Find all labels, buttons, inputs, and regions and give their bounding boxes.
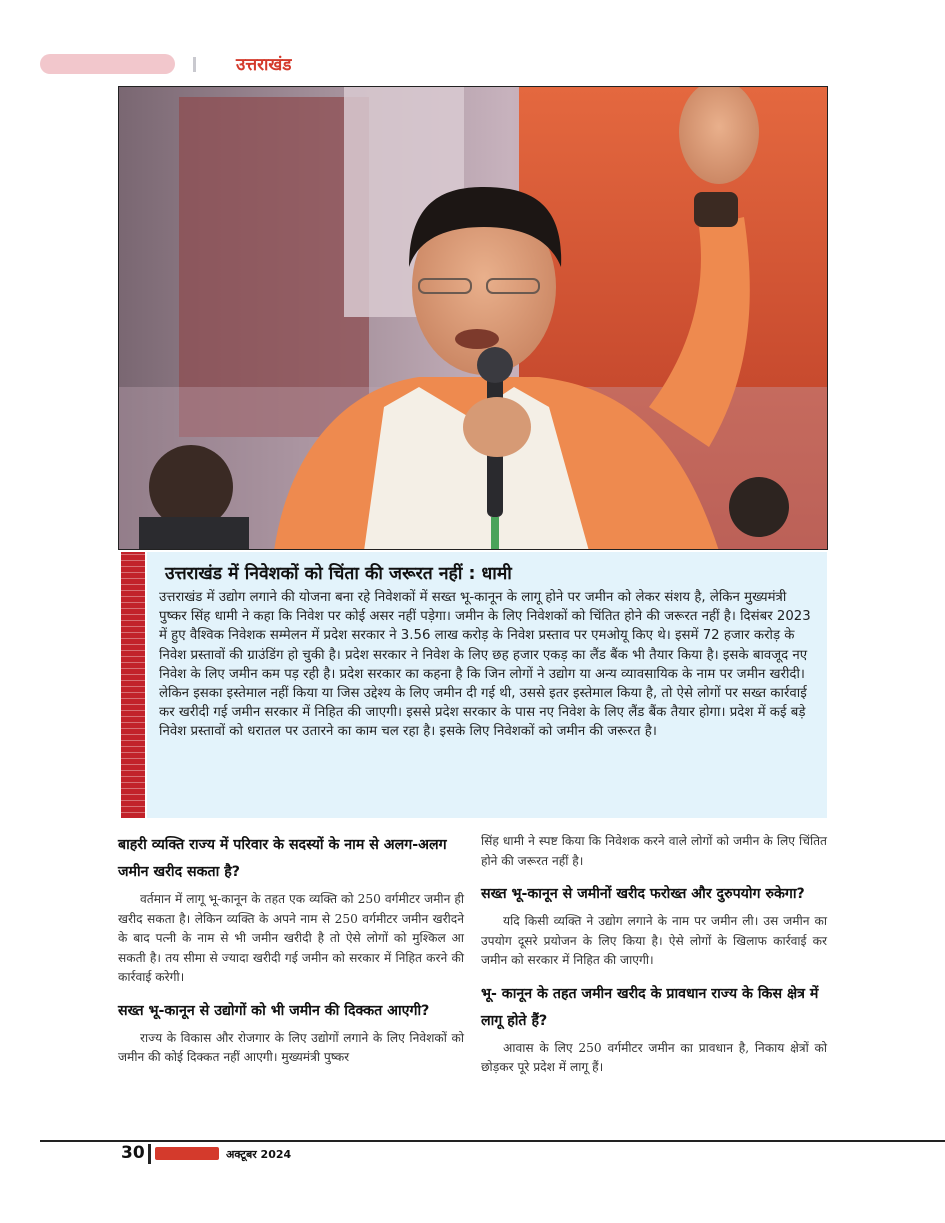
- highlight-title: उत्तराखंड में निवेशकों को चिंता की जरूरत नहीं : धामी: [165, 564, 512, 584]
- magazine-logo: [155, 1147, 219, 1160]
- section-divider: [193, 57, 196, 72]
- section-label: उत्तराखंड: [236, 55, 292, 75]
- accent-bar-stripes: [121, 552, 145, 818]
- issue-date: अक्टूबर 2024: [226, 1148, 292, 1161]
- footer-separator: [148, 1144, 151, 1164]
- answer-continuation: सिंह धामी ने स्पष्ट किया कि निवेशक करने वाले लोगों को जमीन के लिए चिंतित होने की जरूरत नहीं है।: [481, 834, 827, 868]
- question-heading: सख्त भू-कानून से उद्योगों को भी जमीन की दिक्कत आएगी?: [118, 1002, 430, 1019]
- question-heading: भू- कानून के तहत जमीन खरीद के प्रावधान राज्य के किस क्षेत्र में लागू होते हैं?: [481, 985, 819, 1029]
- page-number: 30: [121, 1143, 145, 1163]
- question-heading: सख्त भू-कानून से जमीनों खरीद फरोख्त और दुरुपयोग रुकेगा?: [481, 886, 805, 902]
- question-heading: बाहरी व्यक्ति राज्य में परिवार के सदस्यों के नाम से अलग-अलग जमीन खरीद सकता है?: [118, 837, 447, 880]
- answer-paragraph: यदि किसी व्यक्ति ने उद्योग लगाने के नाम पर जमीन ली। उस जमीन का उपयोग दूसरे प्रयोजन के लिए किया है। ऐसे लोगों के खिलाफ कार्रवाई कर जमीन को सरकार में निहित की जाएगी।: [481, 914, 827, 967]
- footer-rule: [40, 1140, 945, 1142]
- left-column: [118, 832, 464, 1078]
- answer-paragraph: राज्य के विकास और रोजगार के लिए उद्योगों लगाने के लिए निवेशकों को जमीन की कोई दिक्कत नहीं आएगी। मुख्यमंत्री पुष्कर: [118, 1030, 464, 1064]
- answer-paragraph: आवास के लिए 250 वर्गमीटर जमीन का प्रावधान है, निकाय क्षेत्रों को छोड़कर पूरे प्रदेश में लागू हैं।: [481, 1040, 827, 1074]
- section-pill: [40, 54, 175, 74]
- answer-paragraph: वर्तमान में लागू भू-कानून के तहत एक व्यक्ति को 250 वर्गमीटर जमीन ही खरीद सकता है। लेकिन व्यक्ति के अपने नाम से 250 वर्गमीटर जमीन खरीदने के बाद पत्नी के नाम से भी जमीन खरीदी है तो ऐसे लोगों को मुश्किल आ सकती है। तय सीमा से ज्यादा खरीदी गई जमीन को सरकार में निहित करने की कार्रवाई करेगी।: [118, 892, 464, 984]
- article-photo: [118, 86, 828, 550]
- right-column: [481, 832, 827, 1088]
- highlight-body: उत्तराखंड में उद्योग लगाने की योजना बना रहे निवेशकों में सख्त भू-कानून के लागू होने पर जमीन को लेकर संशय है, लेकिन मुख्यमंत्री पुष्कर सिंह धामी ने कहा कि निवेश पर कोई असर नहीं पड़ेगा। जमीन के लिए निवेशकों को चिंतित होने की जरूरत नहीं है। दिसंबर 2023 में हुए वैश्विक निवेशक सम्मेलन में प्रदेश सरकार ने 3.56 लाख करोड़ के निवेश प्रस्ताव पर एमओयू किए थे। इसमें 72 हजार करोड़ के निवेश प्रस्तावों की ग्राउंडिंग हो चुकी है। प्रदेश सरकार ने निवेश के लिए छह हजार एकड़ का लैंड बैंक भी तैयार किया है। इसके बावजूद नए निवेश के लिए जमीन कम पड़ रही है। प्रदेश सरकार का कहना है कि जिन लोगों ने उद्योग या अन्य व्यावसायिक के नाम पर जमीन खरीदी। लेकिन इसका इस्तेमाल नहीं किया या जिस उद्देश्य के लिए जमीन दी गई थी, उससे इतर इस्तेमाल किया है, तो ऐसे लोगों पर सख्त कार्रवाई कर खरीदी गई जमीन सरकार में निहित की जाएगी। इससे प्रदेश सरकार के पास नए निवेश के लिए लैंड बैंक तैयार होगा। प्रदेश में कई बड़े निवेश प्रस्तावों को धरातल पर उतारने का काम चल रहा है। इसके लिए निवेशकों को जमीन की जरूरत है।: [159, 590, 811, 740]
- highlight-box: [147, 552, 827, 818]
